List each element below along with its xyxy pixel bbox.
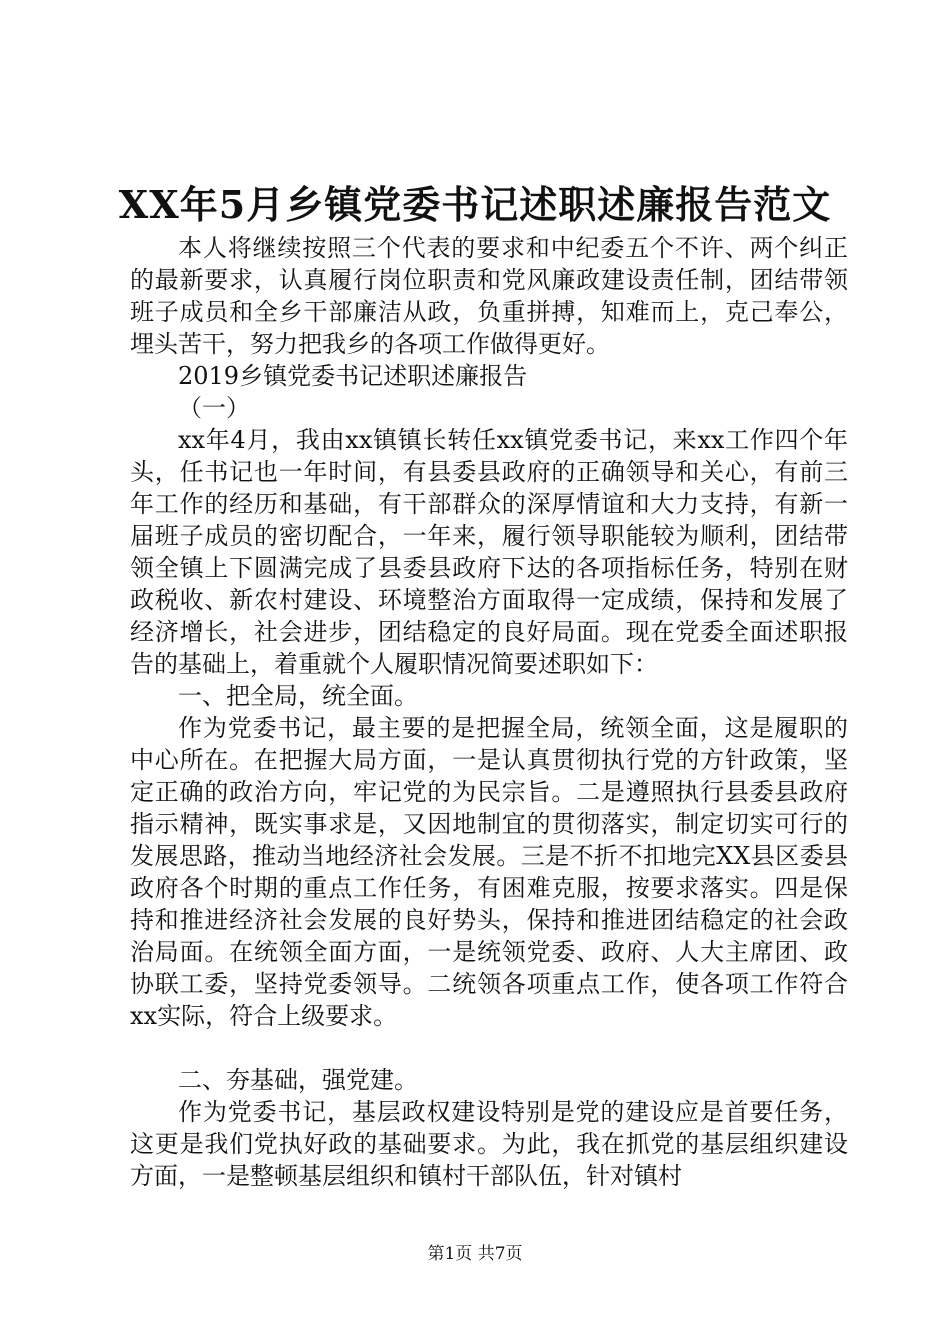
paragraph-overview: xx年4月，我由xx镇镇长转任xx镇党委书记，来xx工作四个年头，任书记也一年时间，有县委县政府的正确领导和关心，有前三年工作的经历和基础，有干部群众的深厚情谊和大力支持，有新一届班子成员的密切配合，一年来，履行领导职能较为顺利，团结带领全镇上下圆满完成了县委县政府下达的各项指标任务，特别在财政税收、新农村建设、环境整治方面取得一定成绩，保持和发展了经济增长，社会进步，团结稳定的良好局面。现在党委全面述职报告的基础上，着重就个人履职情况简要述职如下：: [130, 426, 848, 678]
page-indicator: 第1页 共7页: [427, 1244, 523, 1264]
section-heading-1: 一、把全局，统全面。: [178, 682, 418, 710]
document-body: [130, 232, 848, 1192]
section-heading-2: 二、夯基础，强党建。: [178, 1066, 418, 1094]
paragraph-report-heading: 2019乡镇党委书记述职述廉报告: [178, 362, 528, 390]
paragraph-section-marker: （一）: [178, 394, 250, 422]
paragraph-intro: 本人将继续按照三个代表的要求和中纪委五个不许、两个纠正的最新要求，认真履行岗位职责和党风廉政建设责任制，团结带领班子成员和全乡干部廉洁从政，负重拼搏，知难而上，克己奉公，埋头苦干，努力把我乡的各项工作做得更好。: [130, 234, 848, 358]
document-title: XX年5月乡镇党委书记述职述廉报告范文: [118, 182, 832, 227]
paragraph-section-2: 作为党委书记，基层政权建设特别是党的建设应是首要任务，这更是我们党执好政的基础要求。为此，我在抓党的基层组织建设方面，一是整顿基层组织和镇村干部队伍，针对镇村: [130, 1098, 848, 1190]
paragraph-section-1: 作为党委书记，最主要的是把握全局，统领全面，这是履职的中心所在。在把握大局方面，一是认真贯彻执行党的方针政策，坚定正确的政治方向，牢记党的为民宗旨。二是遵照执行县委县政府指示精神，既实事求是，又因地制宜的贯彻落实，制定切实可行的发展思路，推动当地经济社会发展。三是不折不扣地完XX县区委县政府各个时期的重点工作任务，有困难克服，按要求落实。四是保持和推进经济社会发展的良好势头，保持和推进团结稳定的社会政治局面。在统领全面方面，一是统领党委、政府、人大主席团、政协联工委，坚持党委领导。二统领各项重点工作，使各项工作符合xx实际，符合上级要求。: [130, 714, 848, 1030]
